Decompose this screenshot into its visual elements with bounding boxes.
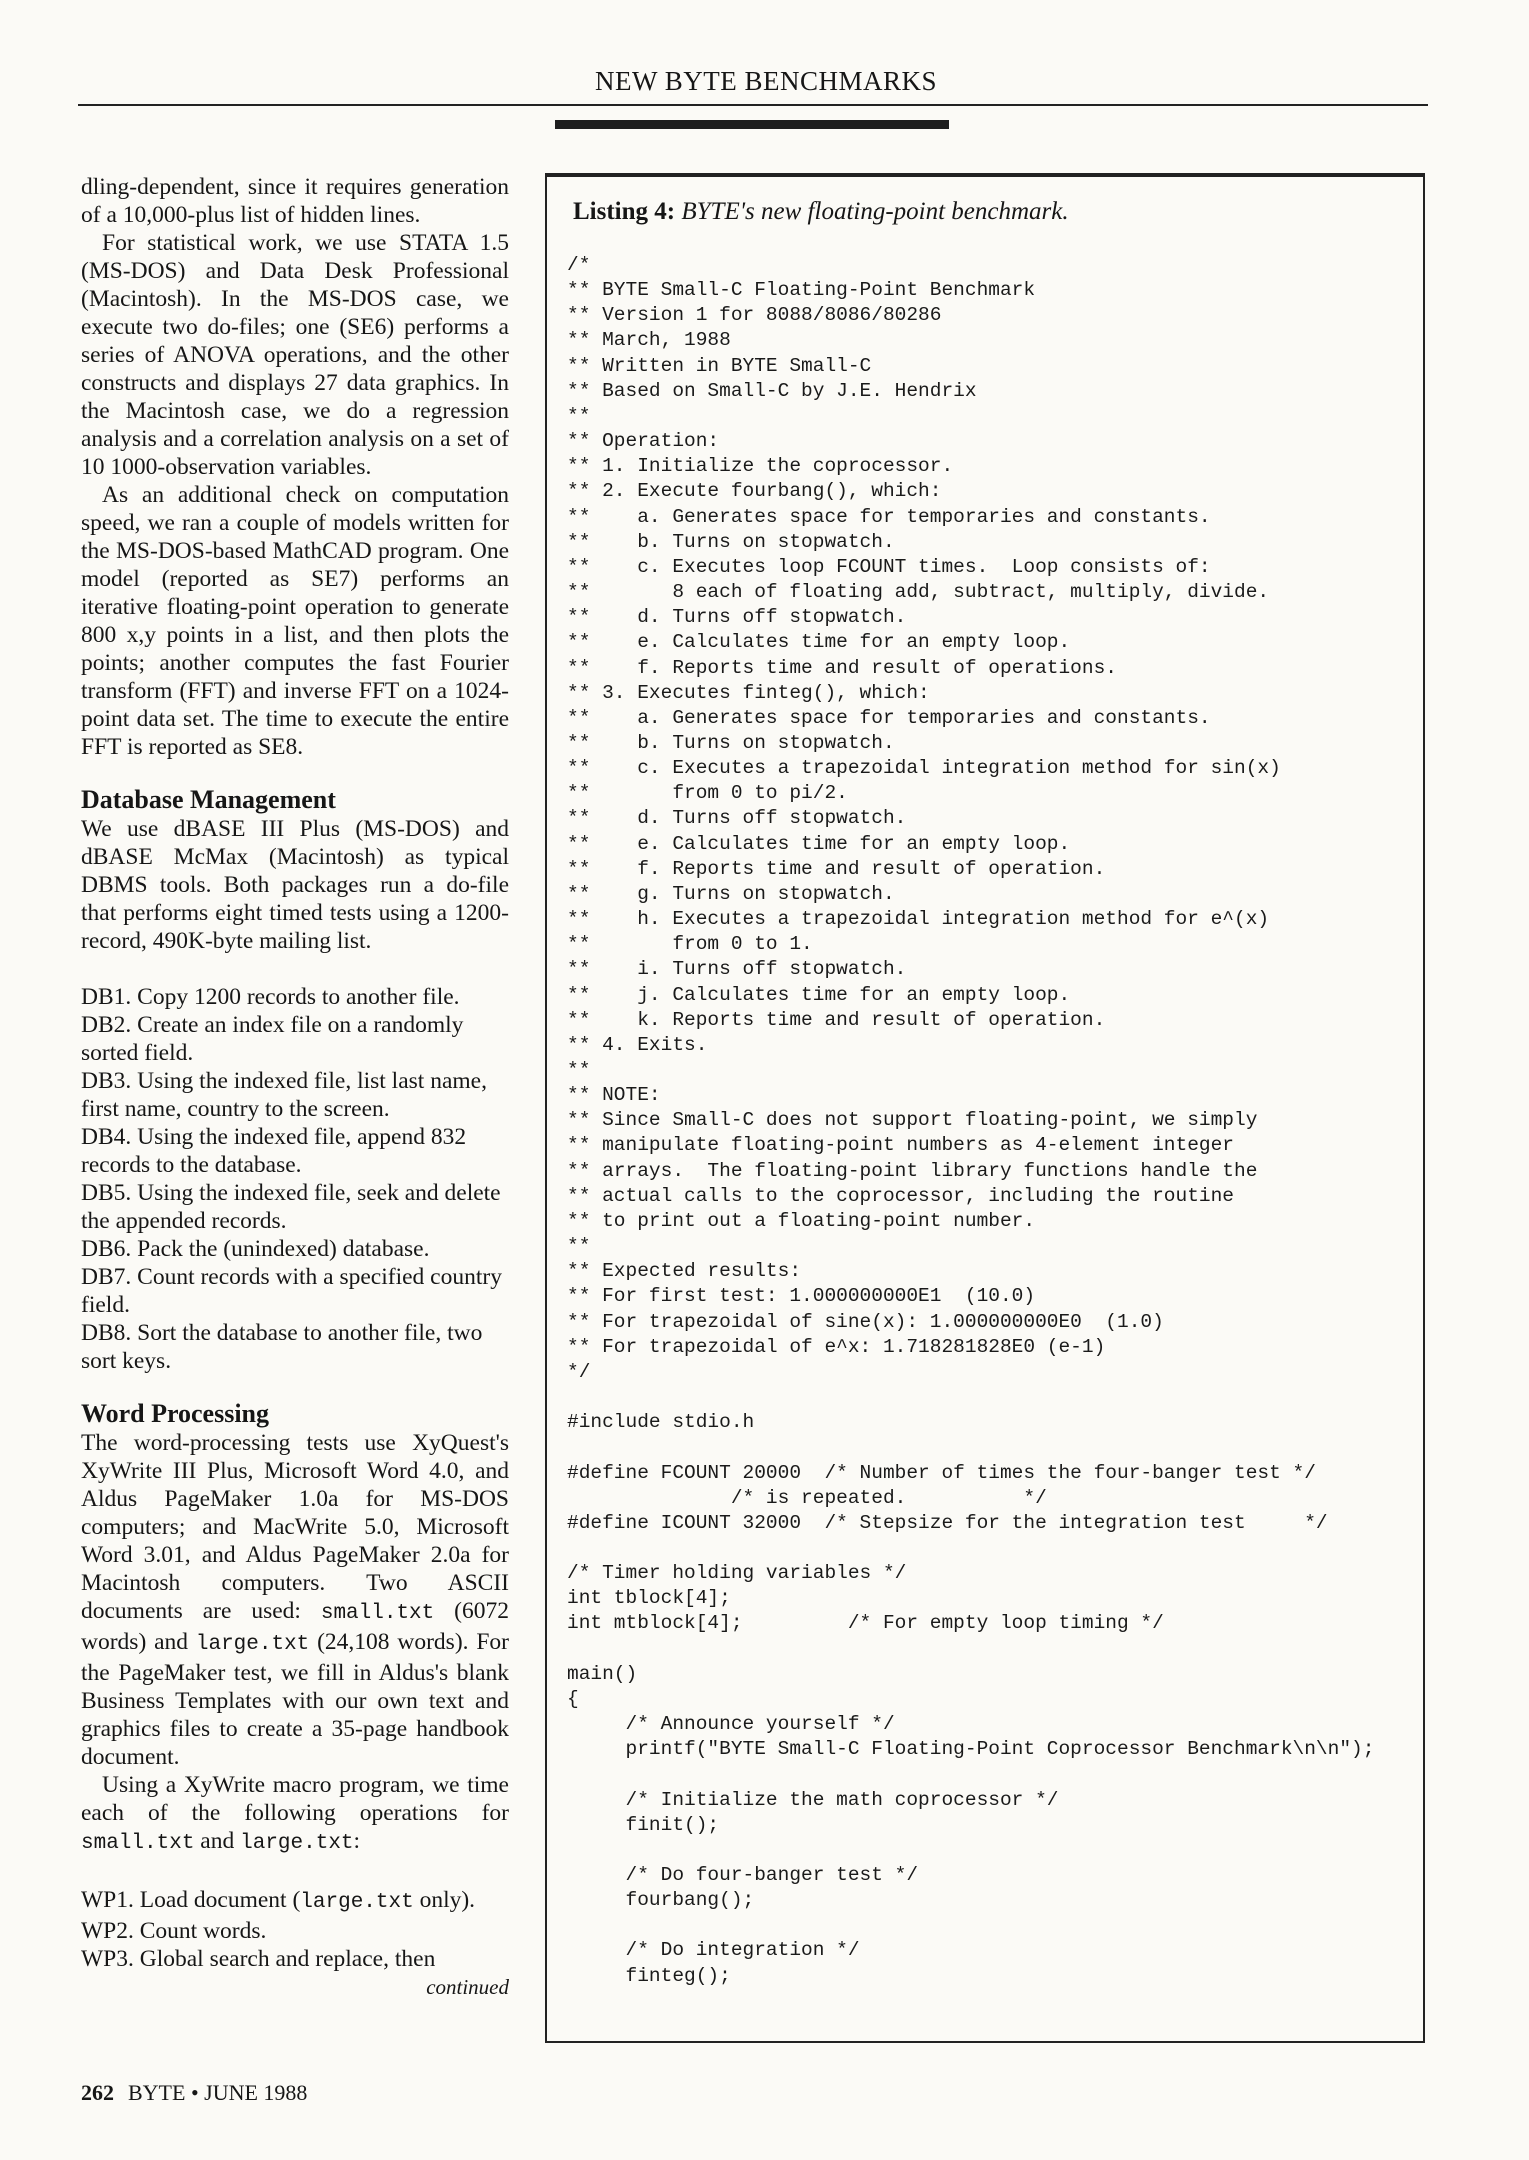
list-item-db7: DB7. Count records with a specified country field. xyxy=(81,1264,502,1318)
filename-small: small.txt xyxy=(81,1832,195,1855)
paragraph-continuation: dling-dependent, since it requires generation of a 10,000-plus list of hidden lines. xyxy=(81,174,509,228)
paragraph-xywrite-macro: Using a XyWrite macro program, we time each of the following operations for small.txt and large.txt: xyxy=(81,1772,509,1855)
list-item-wp1: WP1. Load document (large.txt only). xyxy=(81,1887,476,1914)
list-item-wp3: WP3. Global search and replace, then xyxy=(81,1946,436,1972)
filename-small: small.txt xyxy=(320,1602,435,1625)
listing-code: /* ** BYTE Small-C Floating-Point Benchmark ** Version 1 for 8088/8086/80286 ** March, 1988 ** Written in BYTE Small-C ** Based on Small-C by J.E. Hendrix ** ** Operation: ** 1. Initialize the coprocessor. ** 2. Execute fourbang(), which: ** a. Generates space for temporaries and constants. ** b. Turns on stopwatch. ** c. Executes loop FCOUNT times. Loop consists of: ** 8 each of floating add, subtract, multiply, divide. ** d. Turns off stopwatch. ** e. Calculates time for an empty loop. ** f. Reports time and result of operations. ** 3. Executes finteg(), which: ** a. Generates space for temporaries and constants. ** b. Turns on stopwatch. ** c. Executes a trapezoidal integration method for sin(x) ** from 0 to pi/2. ** d. Turns off stopwatch. ** e. Calculates time for an empty loop. ** f. Reports time and result of operation. ** g. Turns on stopwatch. ** h. Executes a trapezoidal integration method for e^(x) ** from 0 to 1. ** i. Turns off stopwatch. ** j. Calculates time for an empty loop. ** k. Reports time and result of operation. ** 4. Exits. ** ** NOTE: ** Since Small-C does not support floating-point, we simply ** manipulate floating-point numbers as 4-element integer ** arrays. The floating-point library functions handle the ** actual calls to the coprocessor, including the routine ** to print out a floating-point number. ** ** Expected results: ** For first test: 1.000000000E1 (10.0) ** For trapezoidal of sine(x): 1.000000000E0 (1.0) ** For trapezoidal of e^x: 1.718281828E0 (e-1) */ #include stdio.h #define FCOUNT 20000 /* Number of times the four-banger test */ /* is repeated. */ #define ICOUNT 32000 /* Stepsize for the integration test */ /* Timer holding variables */ int tblock[4]; int mtblock[4]; /* For empty loop timing */ main() { /* Announce yourself */ printf("BYTE Small-C Floating-Point Coprocessor Benchmark\n\n"); /* Initialize the math coprocessor */ finit(); /* Do four-banger test */ fourbang(); /* Do integration */ finteg(); xyxy=(567,254,1375,1987)
list-item-wp2: WP2. Count words. xyxy=(81,1918,267,1944)
header-bar xyxy=(555,120,949,129)
list-item-db2: DB2. Create an index file on a randomly sorted field. xyxy=(81,1012,464,1066)
list-item-db1: DB1. Copy 1200 records to another file. xyxy=(81,984,460,1010)
paragraph-database-intro: We use dBASE III Plus (MS-DOS) and dBASE McMax (Macintosh) as typical DBMS tools. Both packages run a do-file that performs eight timed tests using a 1200-record, 490K-byte mailing list. xyxy=(81,816,509,954)
paragraph-word-processing-intro: The word-processing tests use XyQuest's XyWrite III Plus, Microsoft Word 4.0, and Aldus PageMaker 1.0a for MS-DOS computers; and MacWrite 5.0, Microsoft Word 3.01, and Aldus PageMaker 2.0a for Macintosh computers. Two ASCII documents are used: small.txt (6072 words) and large.txt (24,108 words). For the PageMaker test, we fill in Aldus's blank Business Templates with our own text and graphics files to create a 35-page handbook document. xyxy=(81,1430,510,1770)
list-item-db4: DB4. Using the indexed file, append 832 records to the database. xyxy=(81,1124,467,1178)
listing-title xyxy=(573,198,1069,226)
left-column xyxy=(81,173,509,2001)
filename-large: large.txt xyxy=(300,1891,414,1914)
filename-large: large.txt xyxy=(240,1832,354,1855)
paragraph-mathcad: As an additional check on computation speed, we ran a couple of models written for the MS-DOS-based MathCAD program. One model (reported as SE7) performs an iterative floating-point operation to generate 800 x,y points in a list, and then plots the points; another computes the fast Fourier transform (FFT) and inverse FFT on a 1024-point data set. The time to execute the entire FFT is reported as SE8. xyxy=(81,482,509,760)
page-footer xyxy=(81,2080,307,2106)
magazine-issue: BYTE • JUNE 1988 xyxy=(128,2080,308,2105)
list-item-db3: DB3. Using the indexed file, list last name, first name, country to the screen. xyxy=(81,1068,487,1122)
heading-database-management: Database Management xyxy=(81,785,336,814)
list-item-db8: DB8. Sort the database to another file, two sort keys. xyxy=(81,1320,483,1374)
list-item-db6: DB6. Pack the (unindexed) database. xyxy=(81,1236,430,1262)
heading-word-processing: Word Processing xyxy=(81,1399,270,1428)
continued-note: continued xyxy=(426,1975,509,1999)
running-header: NEW BYTE BENCHMARKS xyxy=(594,66,938,96)
list-item-db5: DB5. Using the indexed file, seek and delete the appended records. xyxy=(81,1180,501,1234)
listing-label: Listing 4: xyxy=(573,198,676,225)
listing-caption: BYTE's new floating-point benchmark. xyxy=(681,198,1069,225)
filename-large: large.txt xyxy=(195,1633,310,1656)
header-rule xyxy=(78,104,1428,106)
paragraph-statistical: For statistical work, we use STATA 1.5 (MS-DOS) and Data Desk Professional (Macintosh). In the MS-DOS case, we execute two do-files; one (SE6) performs a series of ANOVA operations, and the other constructs and displays 27 data graphics. In the Macintosh case, we do a regression analysis and a correlation analysis on a set of 10 1000-observation variables. xyxy=(81,230,509,480)
page-number: 262 xyxy=(81,2080,114,2105)
